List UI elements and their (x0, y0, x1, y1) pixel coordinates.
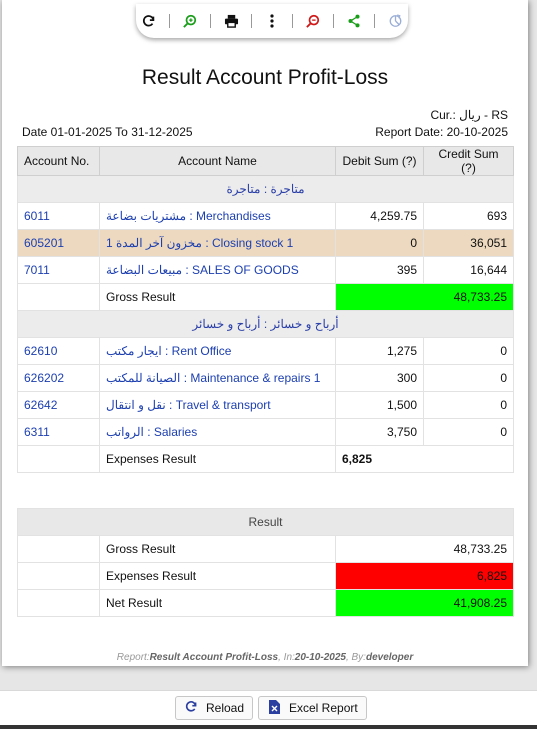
credit-cell: 36,051 (424, 230, 514, 257)
empty-cell (18, 590, 100, 617)
date-range: Date 01-01-2025 To 31-12-2025 (22, 125, 193, 139)
account-name-link[interactable]: الصيانة للمكتب : Maintenance & repairs 1 (100, 365, 336, 392)
table-row[interactable] (18, 203, 514, 230)
report-title: Result Account Profit-Loss (141, 66, 389, 89)
footer-report-label: Report: (116, 652, 150, 663)
account-no-link[interactable]: 6311 (18, 419, 100, 446)
header-credit-sum[interactable]: Credit Sum (?) (424, 147, 514, 176)
action-bar (0, 690, 537, 730)
table-row[interactable] (18, 257, 514, 284)
gross-result-value: 48,733.25 (336, 284, 514, 311)
report-footer (2, 652, 528, 663)
reload-button[interactable] (175, 696, 253, 720)
credit-cell: 0 (424, 338, 514, 365)
debit-cell: 1,275 (336, 338, 424, 365)
header-debit-sum[interactable]: Debit Sum (?) (336, 147, 424, 176)
excel-report-button[interactable] (258, 696, 367, 720)
gross-result-row (18, 284, 514, 311)
share-icon[interactable] (343, 10, 365, 32)
toolbar-separator (292, 14, 293, 28)
summary-value: 41,908.25 (336, 590, 514, 617)
account-no-link[interactable]: 62610 (18, 338, 100, 365)
group-title: أرباح و خسائر : أرباح و خسائر (18, 311, 514, 338)
summary-row-expenses (18, 563, 514, 590)
summary-row-gross (18, 536, 514, 563)
accounts-table (17, 146, 514, 473)
table-row[interactable] (18, 392, 514, 419)
table-row-highlighted[interactable] (18, 230, 514, 257)
expenses-result-label: Expenses Result (100, 446, 336, 473)
group-header-trading (18, 176, 514, 203)
table-row[interactable] (18, 419, 514, 446)
empty-cell (18, 563, 100, 590)
excel-file-icon (267, 700, 281, 717)
toolbar-separator (374, 14, 375, 28)
debit-cell: 300 (336, 365, 424, 392)
summary-title: Result (18, 509, 514, 536)
footer-in-label: , In: (278, 652, 295, 663)
empty-cell (18, 284, 100, 311)
summary-value: 48,733.25 (336, 536, 514, 563)
empty-cell (18, 446, 100, 473)
account-name-link[interactable]: مخزون آخر المدة 1 : Closing stock 1 (100, 230, 336, 257)
debit-cell: 3,750 (336, 419, 424, 446)
footer-report-name: Result Account Profit-Loss (149, 652, 279, 663)
zoom-fit-icon[interactable] (179, 10, 201, 32)
export-chart-icon[interactable] (384, 10, 406, 32)
footer-by-label: , By: (345, 652, 366, 663)
table-row[interactable] (18, 338, 514, 365)
report-page (2, 0, 528, 666)
reload-label: Reload (206, 701, 245, 715)
zoom-out-icon[interactable] (302, 10, 324, 32)
header-account-name[interactable]: Account Name (100, 147, 336, 176)
account-name-link[interactable]: ايجار مكتب : Rent Office (100, 338, 336, 365)
debit-cell: 0 (336, 230, 424, 257)
gross-result-label: Gross Result (100, 284, 336, 311)
debit-cell: 395 (336, 257, 424, 284)
credit-cell: 693 (424, 203, 514, 230)
account-no-link[interactable]: 7011 (18, 257, 100, 284)
footer-user: developer (365, 652, 414, 663)
credit-cell: 16,644 (424, 257, 514, 284)
table-header-row (18, 147, 514, 176)
account-name-link[interactable]: مشتريات بضاعة : Merchandises (100, 203, 336, 230)
credit-cell: 0 (424, 365, 514, 392)
report-date: Report Date: 20-10-2025 (375, 125, 508, 139)
expenses-result-row (18, 446, 514, 473)
account-no-link[interactable]: 626202 (18, 365, 100, 392)
group-title: متاجرة : متاجرة (18, 176, 514, 203)
currency-label: Cur.: ريال - RS (430, 108, 508, 122)
bottom-border (0, 725, 537, 729)
credit-cell: 0 (424, 419, 514, 446)
refresh-icon[interactable] (138, 10, 160, 32)
summary-label: Expenses Result (100, 563, 336, 590)
summary-row-net (18, 590, 514, 617)
summary-label: Gross Result (100, 536, 336, 563)
account-name-link[interactable]: الرواتب : Salaries (100, 419, 336, 446)
toolbar-separator (210, 14, 211, 28)
reload-icon (184, 700, 198, 716)
header-account-no[interactable]: Account No. (18, 147, 100, 176)
summary-table (17, 508, 514, 617)
toolbar-separator (169, 14, 170, 28)
table-row[interactable] (18, 365, 514, 392)
toolbar-separator (251, 14, 252, 28)
summary-value: 6,825 (336, 563, 514, 590)
credit-cell: 0 (424, 392, 514, 419)
summary-label: Net Result (100, 590, 336, 617)
toolbar-separator (333, 14, 334, 28)
print-icon[interactable] (220, 10, 242, 32)
empty-cell (18, 536, 100, 563)
account-no-link[interactable]: 6011 (18, 203, 100, 230)
footer-date: 20-10-2025 (294, 652, 346, 663)
excel-report-label: Excel Report (289, 701, 358, 715)
more-vertical-icon[interactable] (261, 10, 283, 32)
debit-cell: 4,259.75 (336, 203, 424, 230)
group-header-profit-loss (18, 311, 514, 338)
account-no-link[interactable]: 62642 (18, 392, 100, 419)
report-toolbar (136, 4, 408, 38)
summary-header (18, 509, 514, 536)
expenses-result-value: 6,825 (336, 446, 514, 473)
debit-cell: 1,500 (336, 392, 424, 419)
account-name-link[interactable]: نقل و انتقال : Travel & transport (100, 392, 336, 419)
account-no-link[interactable]: 605201 (18, 230, 100, 257)
account-name-link[interactable]: مبيعات البضاعة : SALES OF GOODS (100, 257, 336, 284)
